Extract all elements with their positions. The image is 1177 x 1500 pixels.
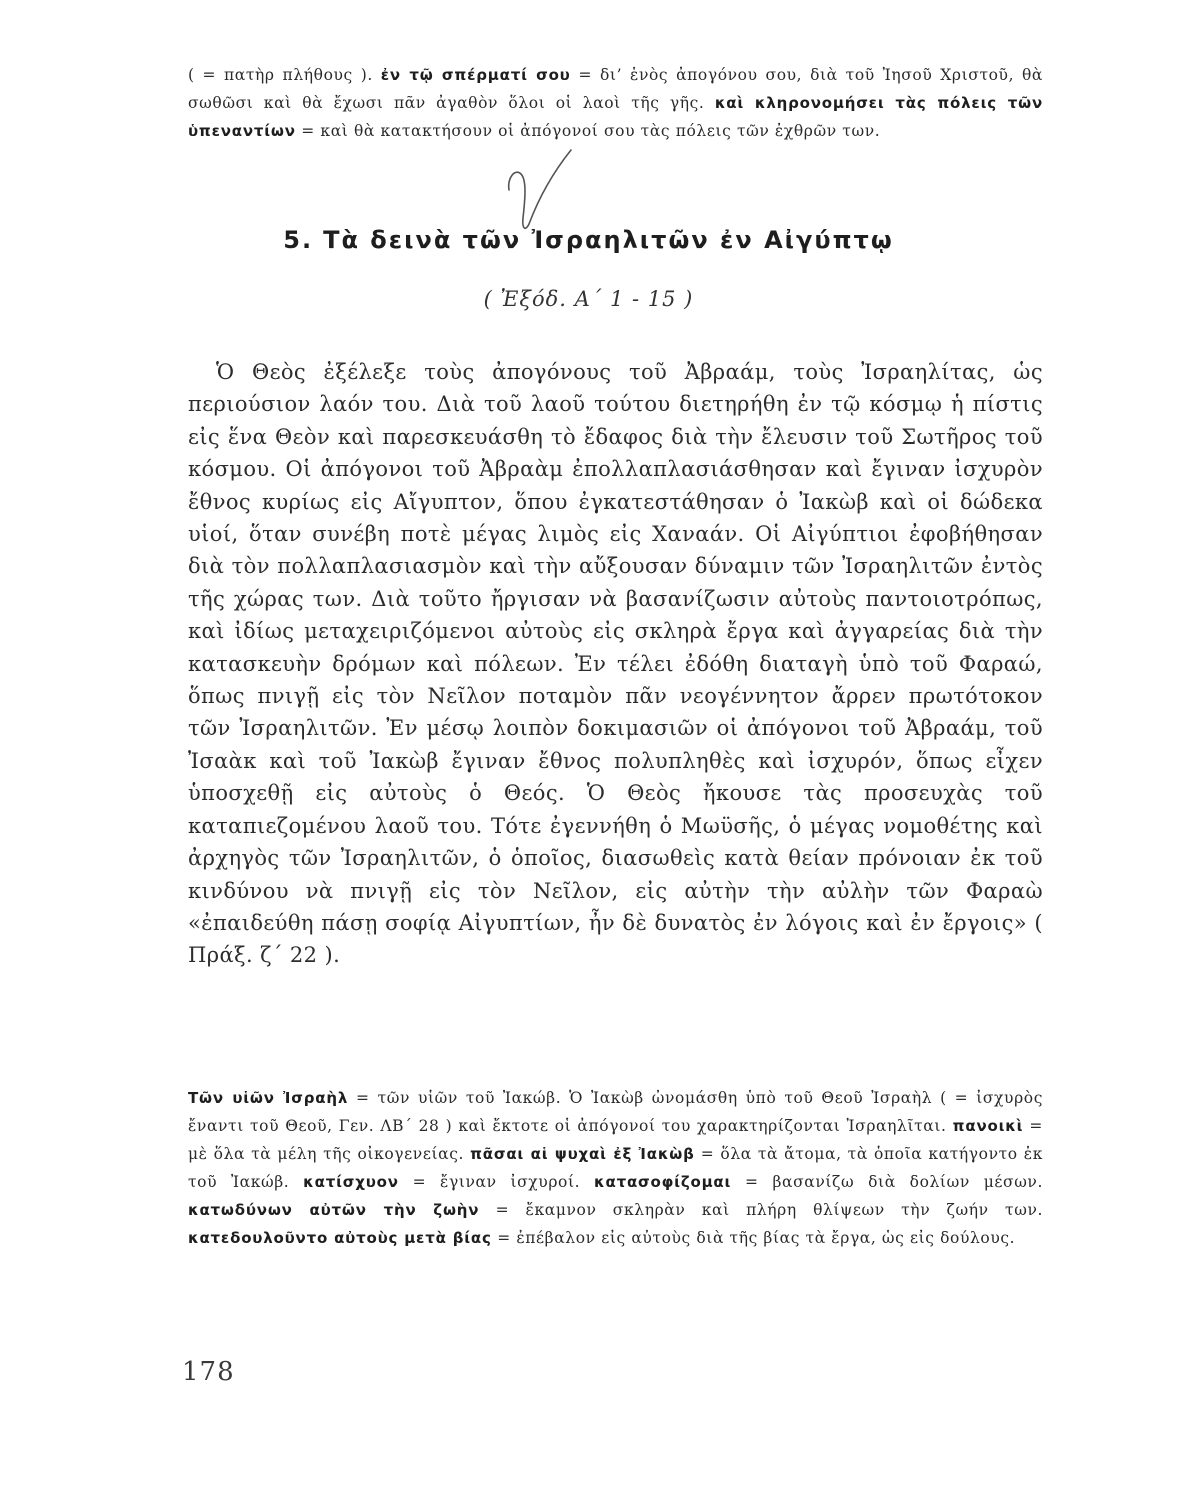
glossary-term: πᾶσαι αἱ ψυχαὶ ἐξ Ἰακὼβ [470, 1145, 695, 1163]
scripture-reference: ( Ἐξόδ. Α΄ 1 - 15 ) [483, 287, 694, 311]
glossary-term: κατίσχυον [303, 1173, 399, 1191]
glossary-term: κατεδουλοῦντο αὐτοὺς μετὰ βίας [188, 1229, 492, 1247]
main-paragraph: Ὁ Θεὸς ἐξέλεξε τοὺς ἀπογόνους τοῦ Ἀβραάμ, τοὺς Ἰσραηλίτας, ὡς περιούσιον λαόν του. Διὰ τοῦ λαοῦ τούτου διετηρήθη ἐν τῷ κόσμῳ ἡ πίστις εἰς ἕνα Θεὸν καὶ παρεσκευάσθη τὸ ἔδαφος διὰ τὴν ἔλευσιν τοῦ Σωτῆρος τοῦ κόσμου. Οἱ ἀπόγονοι τοῦ Ἀβραὰμ ἐπολλαπλασιάσθησαν καὶ ἔγιναν ἰσχυρὸν ἔθνος κυρίως εἰς Αἴγυπτον, ὅπου ἐγκατεστάθησαν ὁ Ἰακὼβ καὶ οἱ δώδεκα υἱοί, ὅταν συνέβη ποτὲ μέγας λιμὸς εἰς Χαναάν. Οἱ Αἰγύπτιοι ἐφοβήθησαν διὰ τὸν πολλαπλασιασμὸν καὶ τὴν αὔξουσαν δύναμιν τῶν Ἰσραηλιτῶν ἐντὸς τῆς χώρας των. Διὰ τοῦτο ἤργισαν νὰ βασανίζωσιν αὐτοὺς παντοιοτρόπως, καὶ ἰδίως μεταχειριζόμενοι αὐτοὺς εἰς σκληρὰ ἔργα καὶ ἀγγαρείας διὰ τὴν κατασκευὴν δρόμων καὶ πόλεων. Ἐν τέλει ἐδόθη διαταγὴ ὑπὸ τοῦ Φαραώ, ὅπως πνιγῇ εἰς τὸν Νεῖλον ποταμὸν πᾶν νεογέννητον ἄρρεν πρωτότοκον τῶν Ἰσραηλιτῶν. Ἐν μέσῳ λοιπὸν δοκιμασιῶν οἱ ἀπόγονοι τοῦ Ἀβραάμ, τοῦ Ἰσαὰκ καὶ τοῦ Ἰακὼβ ἔγιναν ἔθνος πολυπληθὲς καὶ ἰσχυρόν, ὅπως εἶχεν ὑποσχεθῇ εἰς αὐτοὺς ὁ Θεός. Ὁ Θεὸς ἤκουσε τὰς προσευχὰς τοῦ καταπιεζομένου λαοῦ του. Τότε ἐγεννήθη ὁ Μωϋσῆς, ὁ μέγας νομοθέτης καὶ ἀρχηγὸς τῶν Ἰσραηλιτῶν, ὁ ὁποῖος, διασωθεὶς κατὰ θείαν πρόνοιαν ἐκ τοῦ κινδύνου νὰ πνιγῇ εἰς τὸν Νεῖλον, εἰς αὐτὴν τὴν αὐλὴν τῶν Φαραὼ «ἐπαιδεύθη πάσῃ σοφίᾳ Αἰγυπτίων, ἦν δὲ δυνατὸς ἐν λόγοις καὶ ἐν ἔργοις» ( Πράξ. ζ΄ 22 ). [188, 360, 1043, 968]
glossary-definition: = ἔγιναν ἰσχυροί. [398, 1173, 595, 1191]
glossary-definition: = τῶν υἱῶν τοῦ Ἰακώβ. Ὁ Ἰακὼβ ὠνομάσθη ὑπὸ τοῦ Θεοῦ Ἰσραὴλ ( = ἰσχυρὸς ἔναντι τοῦ Θεοῦ, Γεν. ΛΒ΄ 28 ) καὶ ἔκτοτε οἱ ἀπόγονοί του χαρακτηρίζονται Ἰσραηλῖται. [188, 1089, 1043, 1135]
glossary-term: κατωδύνων αὐτῶν τὴν ζωὴν [188, 1201, 480, 1219]
glossary-term: κατασοφίζομαι [594, 1173, 732, 1191]
glossary-term: πανοικὶ [952, 1117, 1024, 1135]
page-number: 178 [182, 1357, 235, 1387]
glossary-definition: = ἐπέβαλον εἰς αὐτοὺς διὰ τῆς βίας τὰ ἔργα, ὡς εἰς δούλους. [491, 1229, 1016, 1247]
handwritten-gamma-mark [505, 140, 575, 235]
glossary-definition: = ὅλα τὰ ἄτομα, τὰ ὁποῖα κατήγοντο ἐκ τοῦ Ἰακώβ. [188, 1145, 1043, 1191]
note-text: = δι’ ἑνὸς ἀπογόνου σου, διὰ τοῦ Ἰησοῦ Χριστοῦ, θὰ σωθῶσι καὶ θὰ ἔχωσι πᾶν ἀγαθὸν ὅλοι οἱ λαοὶ τῆς γῆς. [188, 66, 1043, 112]
glossary-notes [188, 1084, 1043, 1252]
section-number: 5. [283, 226, 314, 254]
note-text: ( = πατὴρ πλήθους ). [188, 66, 381, 84]
section-title: Τὰ δεινὰ τῶν Ἰσραηλιτῶν ἐν Αἰγύπτῳ [323, 226, 894, 254]
glossary-definition: = μὲ ὅλα τὰ μέλη τῆς οἰκογενείας. [188, 1117, 1043, 1163]
top-notes [188, 61, 1043, 145]
section-heading [0, 226, 1177, 254]
glossary-definition: = ἔκαμνον σκληρὰν καὶ πλήρη θλίψεων τὴν ζωήν των. [479, 1201, 1043, 1219]
glossary-term: Τῶν υἱῶν Ἰσραὴλ [188, 1089, 349, 1107]
note-term: καὶ κληρονομήσει τὰς πόλεις τῶν ὑπεναντίων [188, 94, 1043, 140]
glossary-definition: = βασανίζω διὰ δολίων μέσων. [731, 1173, 1043, 1191]
note-text: = καὶ θὰ κατακτήσουν οἱ ἀπόγονοί σου τὰς πόλεις τῶν ἐχθρῶν των. [295, 122, 881, 140]
note-term: ἐν τῷ σπέρματί σου [380, 66, 571, 84]
